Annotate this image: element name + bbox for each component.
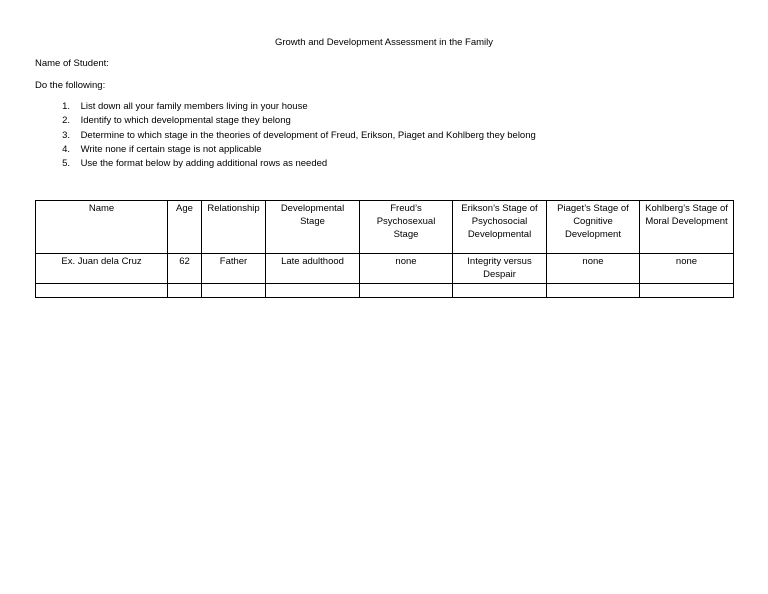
instruction-number: 1.: [62, 101, 70, 112]
table-cell: none: [640, 254, 734, 284]
table-cell: Ex. Juan dela Cruz: [36, 254, 168, 284]
student-name-label: Name of Student:: [35, 58, 109, 69]
instruction-number: 4.: [62, 143, 70, 155]
header-name: Name: [36, 201, 168, 254]
assessment-table: [35, 200, 734, 298]
table-cell: none: [360, 254, 453, 284]
table-row: [36, 254, 734, 284]
instruction-text: Write none if certain stage is not applicable: [80, 143, 262, 155]
instruction-item: [35, 157, 536, 171]
table-cell: Integrity versus Despair: [453, 254, 547, 284]
table-cell: Father: [202, 254, 266, 284]
header-erikson-stage: Erikson’s Stage of Psychosocial Developmental: [453, 201, 547, 254]
table-row: [36, 284, 734, 298]
instruction-number: 2.: [62, 115, 70, 127]
table-cell: none: [547, 254, 640, 284]
document-title: Growth and Development Assessment in the Family: [274, 37, 494, 48]
table-cell: 62: [168, 254, 202, 284]
header-relationship: Relationship: [202, 201, 266, 254]
table-cell: [360, 284, 453, 298]
instruction-number: 3.: [62, 129, 70, 141]
table-cell: Late adulthood: [266, 254, 360, 284]
table-cell: [36, 284, 168, 298]
table-cell: [453, 284, 547, 298]
instruction-item: [35, 100, 536, 114]
header-kohlberg-stage: Kohlberg’s Stage of Moral Development: [640, 201, 734, 254]
instruction-item: [35, 114, 536, 128]
table-cell: [547, 284, 640, 298]
header-freud-stage: Freud’s Psychosexual Stage: [360, 201, 453, 254]
table-cell: [266, 284, 360, 298]
instruction-number: 5.: [62, 158, 70, 170]
header-age: Age: [168, 201, 202, 254]
table-cell: [168, 284, 202, 298]
instruction-text: Identify to which developmental stage they belong: [80, 115, 291, 127]
instruction-text: Use the format below by adding additional rows as needed: [80, 158, 328, 170]
table-header-row: [36, 201, 734, 254]
table-cell: [202, 284, 266, 298]
header-piaget-stage: Piaget’s Stage of Cognitive Development: [547, 201, 640, 254]
instructions-label: Do the following:: [35, 80, 106, 91]
instruction-text: List down all your family members living in your house: [80, 101, 308, 112]
header-developmental-stage: Developmental Stage: [266, 201, 360, 254]
instruction-item: [35, 143, 536, 157]
instruction-item: [35, 129, 536, 143]
table-cell: [640, 284, 734, 298]
instruction-list: [35, 100, 536, 171]
instruction-text: Determine to which stage in the theories of development of Freud, Erikson, Piaget and Kohlberg they belong: [80, 129, 536, 141]
